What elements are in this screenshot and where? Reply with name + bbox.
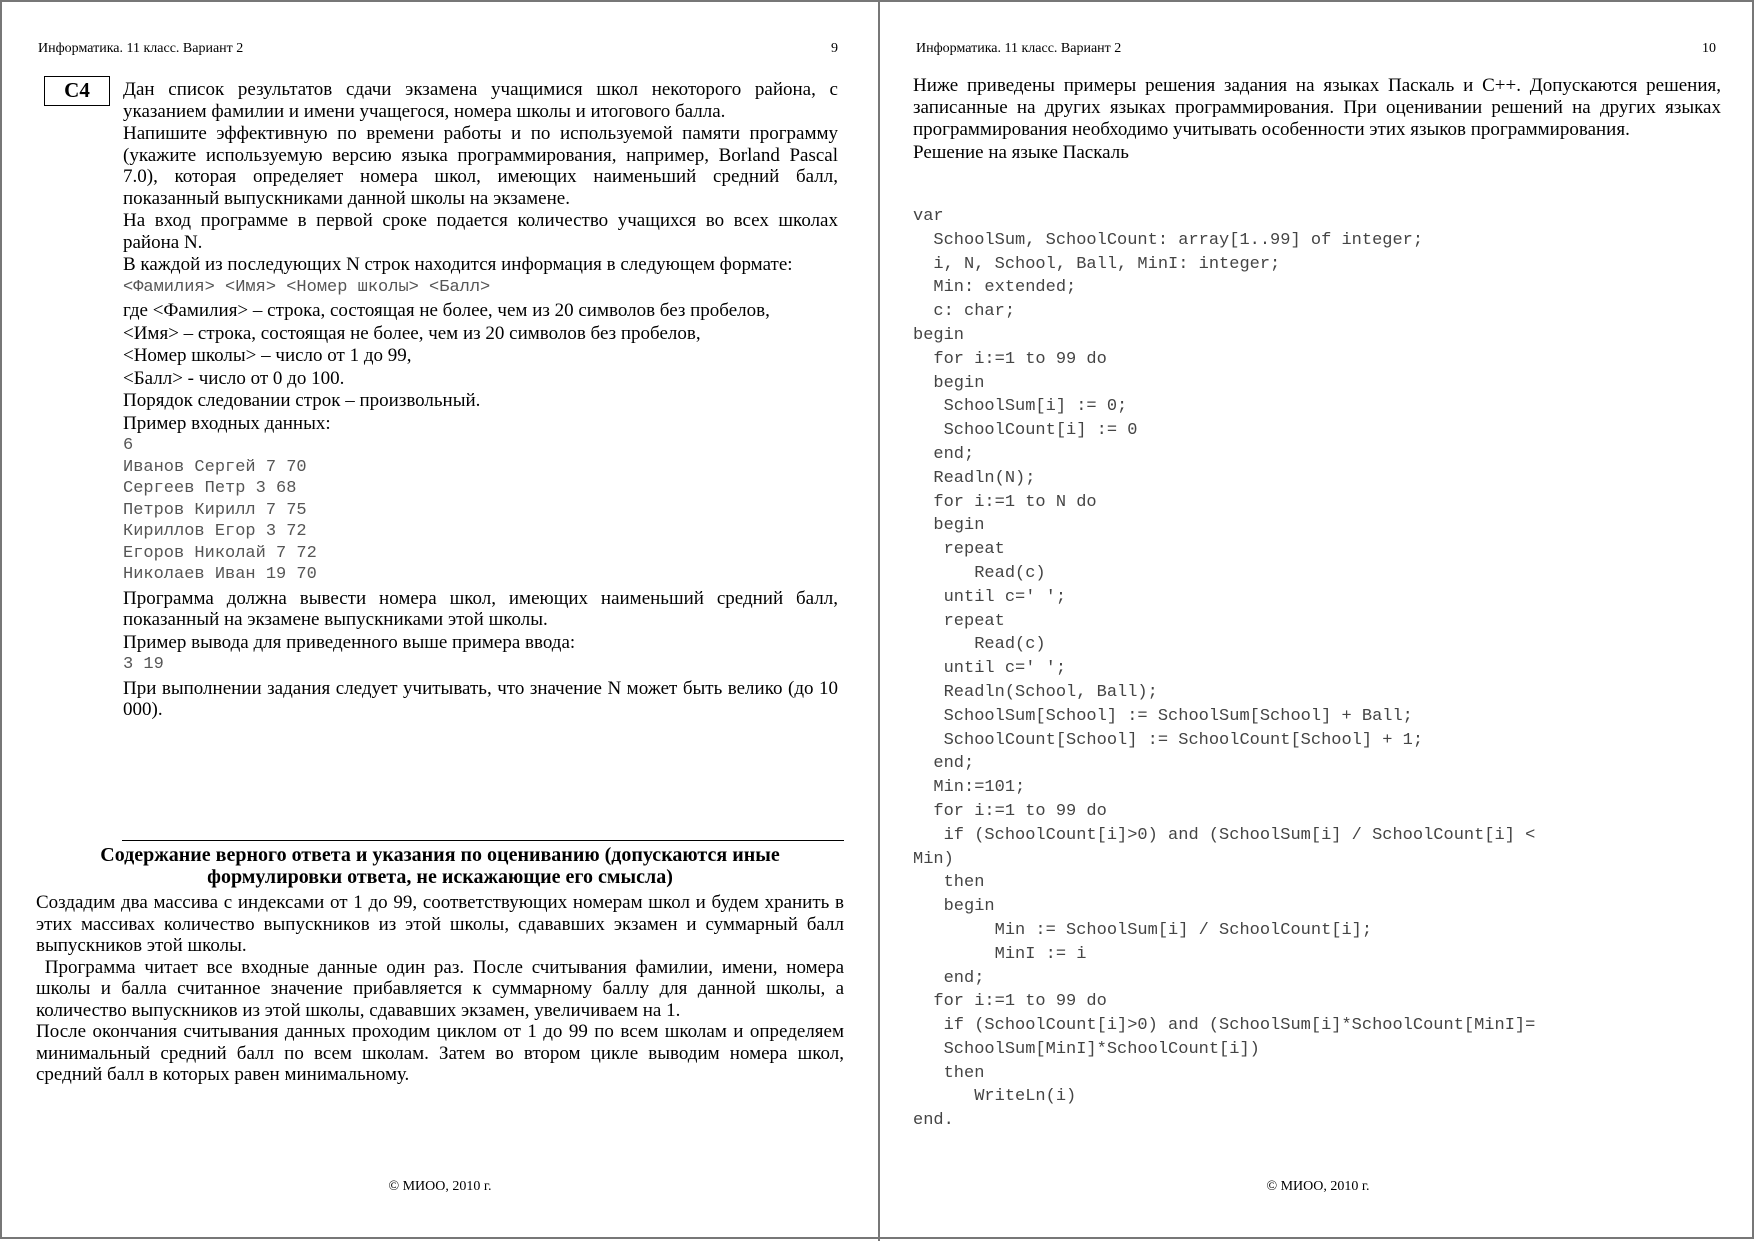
- format-line: <Фамилия> <Имя> <Номер школы> <Балл>: [123, 277, 491, 297]
- answer-section: [36, 840, 849, 1086]
- order-text: Порядок следовании строк – произвольный.: [123, 390, 481, 411]
- answer-paragraph: Создадим два массива с индексами от 1 до 99, соответствующих номерам школ и будем хранить в этих массивах количество выпускников из этой школы, сдававших экзамен и суммарный балл выпускников этой школы.: [36, 892, 844, 956]
- output-example-label: Пример вывода для приведенного выше примера ввода:: [123, 631, 576, 653]
- right-header-title: Информатика. 11 класс. Вариант 2: [916, 41, 1122, 56]
- output-example: 3 19: [123, 655, 164, 674]
- answer-paragraph: Программа читает все входные данные один раз. После считывания фамилии, имени, номера школы и балла считанное значение прибавляется к суммарному баллу для данной школы, а количество выпускников из этой школы, сдававших экзамен, увеличиваем на 1.: [36, 956, 849, 1021]
- example-input-line: Николаев Иван 19 70: [123, 565, 317, 584]
- example-input-line: Петров Кирилл 7 75: [123, 500, 307, 520]
- output-text: Программа должна вывести номера школ, имеющих наименьший средний балл, показанный на экзамене выпускниками этой школы.: [123, 587, 838, 630]
- answer-heading: Содержание верного ответа и указания по оцениванию (допускаются иные формулировки ответа, не искажающие его смысла): [100, 844, 780, 888]
- solution-label: Решение на языке Паскаль: [913, 142, 1129, 163]
- answer-paragraph: После окончания считывания данных проходим циклом от 1 до 99 по всем школам и определяем минимальный средний балл по всем школам. Затем во втором цикле выводим номера школ, средний балл в которых равен минимальному.: [36, 1021, 844, 1085]
- task-label: C4: [44, 76, 110, 106]
- example-input-line: Егоров Николай 7 72: [123, 543, 317, 563]
- task-paragraph: В каждой из последующих N строк находится информация в следующем формате:: [123, 254, 793, 275]
- definition-line: <Номер школы> – число от 1 до 99,: [123, 345, 412, 366]
- example-input-line: Кириллов Егор 3 72: [123, 522, 307, 541]
- example-input-line: Иванов Сергей 7 70: [123, 457, 307, 477]
- solution-intro: [913, 75, 1721, 164]
- definition-line: <Имя> – строка, состоящая не более, чем из 20 символов без пробелов,: [123, 322, 701, 344]
- task-paragraph: Напишите эффективную по времени работы и по используемой памяти программу (укажите используемую версию языка программирования, например, Borland Pascal 7.0), которая определяет номера школ, имеющих наименьший средний балл, показанный выпускниками данной школы на экзамене.: [123, 123, 838, 209]
- example-input-line: Сергеев Петр 3 68: [123, 479, 297, 498]
- task-note: При выполнении задания следует учитывать, что значение N может быть велико (до 10 000).: [123, 677, 838, 720]
- task-paragraph: Дан список результатов сдачи экзамена учащимися школ некоторого района, с указанием фамилии и имени учащегося, номера школы и итогового балла.: [123, 79, 838, 122]
- definition-line: где <Фамилия> – строка, состоящая не более, чем из 20 символов без пробелов,: [123, 300, 770, 321]
- right-page-number: 10: [1702, 41, 1716, 56]
- left-page: [2, 2, 878, 1241]
- right-footer: © МИОО, 2010 г.: [1266, 1179, 1370, 1194]
- example-label: Пример входных данных:: [123, 412, 331, 434]
- right-page: [880, 2, 1754, 1241]
- left-footer: © МИОО, 2010 г.: [388, 1179, 492, 1194]
- task-paragraph: На вход программе в первой сроке подается количество учащихся во всех школах района N.: [123, 210, 838, 253]
- definition-line: <Балл> - число от 0 до 100.: [123, 367, 345, 389]
- example-input-line: 6: [123, 436, 134, 455]
- intro-paragraph: Ниже приведены примеры решения задания на языках Паскаль и С++. Допускаются решения, записанные на других языках программирования. При оценивании решений на других языках программирования необходимо учитывать особенности этих языков программирования.: [913, 75, 1721, 140]
- pascal-code: var SchoolSum, SchoolCount: array[1..99] of integer; i, N, School, Ball, MinI: integer; Min: extended; c: char; begin for i:=1 to 99 do begin SchoolSum[i] := 0; SchoolCount[i] := 0 end; Readln(N); for i:=1 to N do begin repeat Read(c) until c=' '; repeat Read(c) until c=' '; Readln(School, Ball); SchoolSum[School] := SchoolSum[School] + Ball; SchoolCount[School] := SchoolCount[School] + 1; end; Min:=101; for i:=1 to 99 do if (SchoolCount[i]>0) and (SchoolSum[i] / SchoolCount[i] < Min) then begin Min := SchoolSum[i] / SchoolCount[i]; MinI := i end; for i:=1 to 99 do if (SchoolCount[i]>0) and (SchoolSum[i]*SchoolCount[MinI]= SchoolSum[MinI]*SchoolCount[i]) then WriteLn(i) end.: [913, 207, 1536, 1131]
- task-statement: [123, 79, 838, 722]
- section-rule: [122, 840, 844, 841]
- left-header-title: Информатика. 11 класс. Вариант 2: [38, 41, 244, 56]
- left-page-number: 9: [831, 41, 838, 56]
